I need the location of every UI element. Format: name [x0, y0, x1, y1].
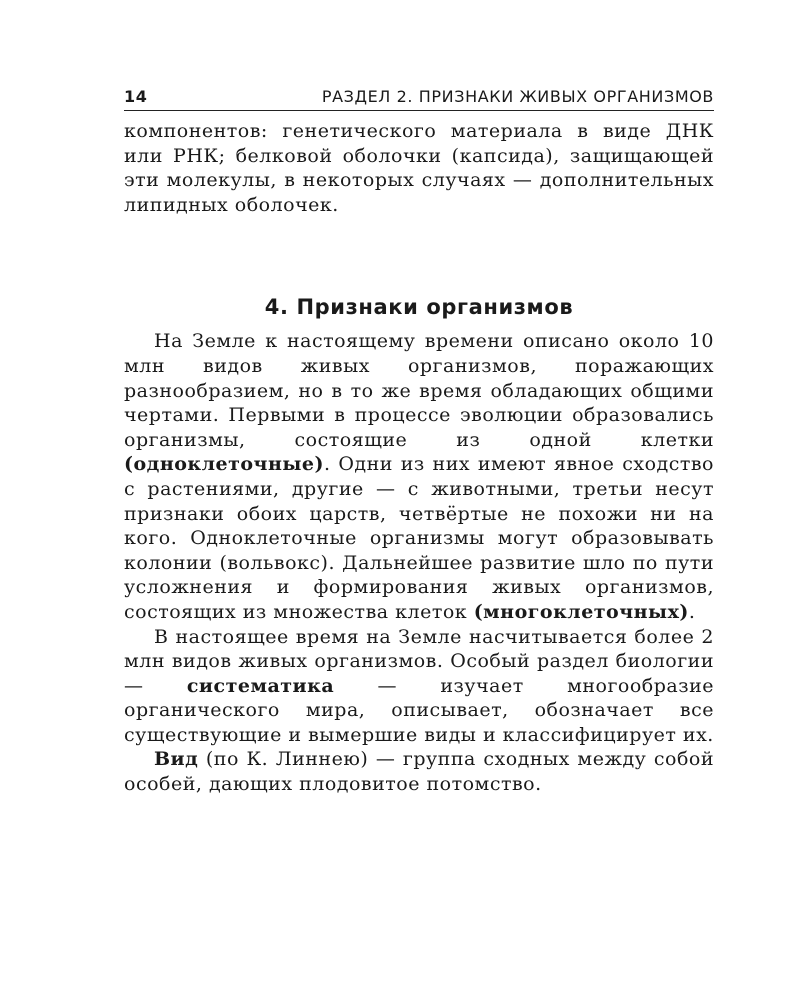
term-systematics: систематика [186, 674, 335, 697]
paragraph-organisms [124, 329, 714, 624]
paragraph-text: На Земле к настоящему времени описано около 10 млн видов живых организмов, поражающих разнообразием, но в то же время обладающих общими чертами. Первыми в процессе эволюции образовались организмы, состоящие из одной клетки [124, 330, 714, 451]
paragraph-systematics [124, 625, 714, 748]
paragraph-text: . [688, 600, 696, 623]
term-unicellular: (одноклеточные) [124, 453, 324, 476]
paragraph-text: . Одни из них имеют явное сходство с растениями, другие — с животными, третьи несут признаки обоих царств, четвёртые не похожи ни на кого. Одноклеточные организмы могут образовывать колонии (вольвокс). Дальнейшее развитие шло по пути усложнения и формирования живых организмов, состоящих из множества клеток [124, 453, 714, 623]
paragraph-text: (по К. Линнею) — группа сходных между собой особей, дающих плодовитое потомство. [124, 748, 714, 796]
continuation-paragraph: компонентов: генетического материала в виде ДНК или РНК; белковой оболочки (капсида), защищающей эти молекулы, в некоторых случаях — дополнительных липидных оболочек. [124, 120, 714, 216]
running-header [124, 82, 714, 111]
term-multicellular: (многоклеточных) [473, 600, 689, 623]
section-title: РАЗДЕЛ 2. ПРИЗНАКИ ЖИВЫХ ОРГАНИЗМОВ [321, 87, 714, 106]
paragraph-text: — изучает многообразие органического мира, описывает, обозначает все существующие и вымершие виды и классифицирует их. [124, 674, 714, 746]
page-number: 14 [124, 87, 148, 106]
term-species: Вид [154, 748, 199, 771]
paragraph-text: В настоящее время на Земле насчитывается более 2 млн видов живых организмов. Особый раздел биологии — [124, 625, 714, 697]
section-heading: 4. Признаки организмов [264, 295, 574, 320]
book-page [124, 82, 714, 797]
paragraph-species [124, 747, 714, 796]
